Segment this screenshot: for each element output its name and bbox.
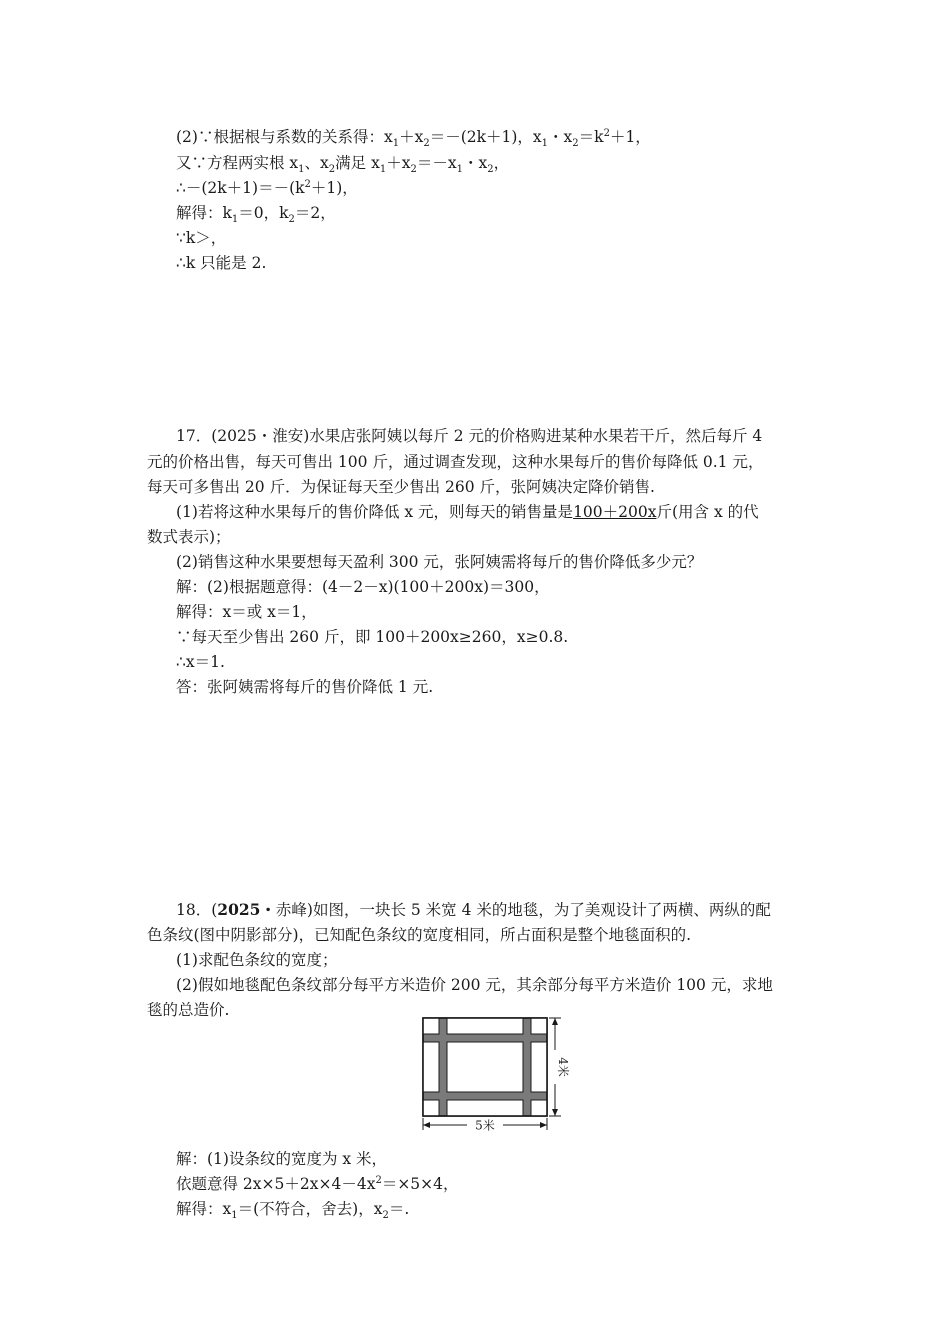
arrow-up-icon <box>552 1018 558 1025</box>
q17-line-11: 答：张阿姨需将每斤的售价降低 1 元. <box>176 678 434 696</box>
q18-line-4: (2)假如地毯配色条纹部分每平方米造价 200 元，其余部分每平方米造价 100 元，求地 <box>176 976 773 994</box>
carpet-cell <box>531 1018 547 1034</box>
width-label: 5米 <box>475 1118 495 1133</box>
arrow-left-icon <box>423 1122 430 1128</box>
q17-line-9: ∵每天至少售出 260 斤，即 100＋200x≥260，x≥0.8. <box>176 628 569 646</box>
arrow-down-icon <box>552 1109 558 1116</box>
height-label: 4米 <box>556 1057 570 1077</box>
q17-line-4: (1)若将这种水果每斤的售价降低 x 元，则每天的销售量是100＋200x斤(用含 x 的代 <box>176 503 759 521</box>
q18-line-6: 解：(1)设条纹的宽度为 x 米， <box>176 1150 388 1168</box>
carpet-cell <box>531 1100 547 1116</box>
q16-line-2: 又∵方程两实根 $x_1$、$x_2$满足 $x_1+x_2=-x_1$・$x_2$， <box>176 154 510 176</box>
q18-line-7: 依题意得 $2x\times 5+2x\times 4-4x^2=\times 5\times 4$， <box>176 1174 459 1193</box>
q16-line-6: ∴k 只能是 2. <box>176 254 267 272</box>
q16-line-5: ∵k＞， <box>176 229 227 247</box>
q17-line-7: 解：(2)根据题意得：(4－2－x)(100＋200x)＝300， <box>176 578 550 596</box>
q18-line-3: (1)求配色条纹的宽度； <box>176 951 338 969</box>
q18-line-1: 18．(2025・赤峰)如图，一块长 5 米宽 4 米的地毯，为了美观设计了两横、两纵的配 <box>176 900 771 919</box>
q17-answer-blank: 100＋200x <box>573 503 657 521</box>
carpet-cell <box>423 1100 439 1116</box>
q16-line-4: 解得：$k_1=0$，$k_2=2$， <box>176 204 336 226</box>
q17-line-1: 17．(2025・淮安)水果店张阿姨以每斤 2 元的价格购进某种水果若干斤，然后每斤 4 <box>176 427 763 445</box>
carpet-diagram <box>415 1012 575 1134</box>
carpet-cell <box>531 1042 547 1092</box>
carpet-cell <box>447 1018 523 1034</box>
q16-line-1: (2)∵根据根与系数的关系得：$x_1+x_2=-(2k+1)$，$x_1$・$x_2=k^2+1$， <box>176 127 651 150</box>
q17-line-3: 每天可多售出 20 斤．为保证每天至少售出 260 斤，张阿姨决定降价销售. <box>147 478 655 496</box>
q18-line-2: 色条纹(图中阴影部分)，已知配色条纹的宽度相同，所占面积是整个地毯面积的. <box>147 926 692 944</box>
carpet-cell <box>447 1100 523 1116</box>
arrow-right-icon <box>540 1122 547 1128</box>
q18-line-8: 解得：$x_1=$(不符合，舍去)，$x_2=$. <box>176 1200 410 1222</box>
q17-line-6: (2)销售这种水果要想每天盈利 300 元，张阿姨需将每斤的售价降低多少元？ <box>176 553 703 571</box>
q17-line-10: ∴x＝1. <box>176 653 225 671</box>
q16-line-3: $\therefore-(2k+1)=-(k^2+1)$， <box>176 178 358 197</box>
q18-line-5: 毯的总造价. <box>147 1001 230 1019</box>
q17-line-8: 解得：x＝或 x＝1， <box>176 603 317 621</box>
q17-line-5: 数式表示)； <box>147 528 231 546</box>
carpet-cell <box>423 1042 439 1092</box>
carpet-cell <box>447 1042 523 1092</box>
carpet-cell <box>423 1018 439 1034</box>
q17-line-2: 元的价格出售，每天可售出 100 斤，通过调查发现，这种水果每斤的售价每降低 0.1 元， <box>147 453 764 471</box>
